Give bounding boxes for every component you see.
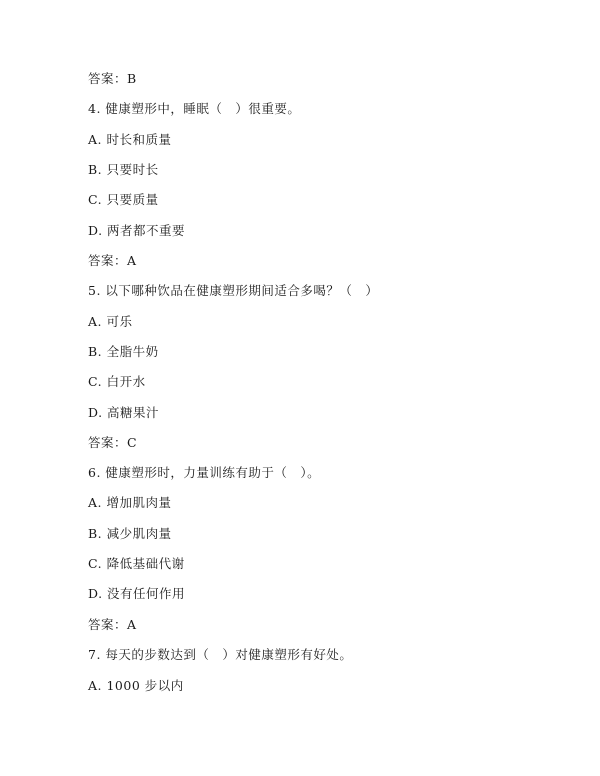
question-4: 4. 健康塑形中，睡眠（ ）很重要。 (88, 101, 301, 116)
option-line: B. 全脂牛奶 (88, 344, 159, 359)
answer-line: 答案：B (88, 71, 137, 86)
option-line: A. 1000 步以内 (88, 678, 184, 693)
option-line: A. 时长和质量 (88, 132, 172, 147)
option-line: B. 减少肌肉量 (88, 526, 172, 541)
option-line: C. 只要质量 (88, 192, 159, 207)
option-line: B. 只要时长 (88, 162, 159, 177)
option-line: A. 增加肌肉量 (88, 495, 172, 510)
answer-line: 答案：A (88, 253, 137, 268)
option-line: C. 降低基础代谢 (88, 556, 185, 571)
question-6: 6. 健康塑形时，力量训练有助于（ ）。 (88, 465, 321, 480)
answer-line: 答案：A (88, 617, 137, 632)
option-line: A. 可乐 (88, 314, 133, 329)
option-line: D. 高糖果汁 (88, 405, 160, 420)
answer-line: 答案：C (88, 435, 138, 450)
option-line: D. 没有任何作用 (88, 586, 186, 601)
question-7: 7. 每天的步数达到（ ）对健康塑形有好处。 (88, 647, 353, 662)
option-line: D. 两者都不重要 (88, 223, 186, 238)
question-5: 5. 以下哪种饮品在健康塑形期间适合多喝？（ ） (88, 283, 379, 298)
option-line: C. 白开水 (88, 374, 146, 389)
